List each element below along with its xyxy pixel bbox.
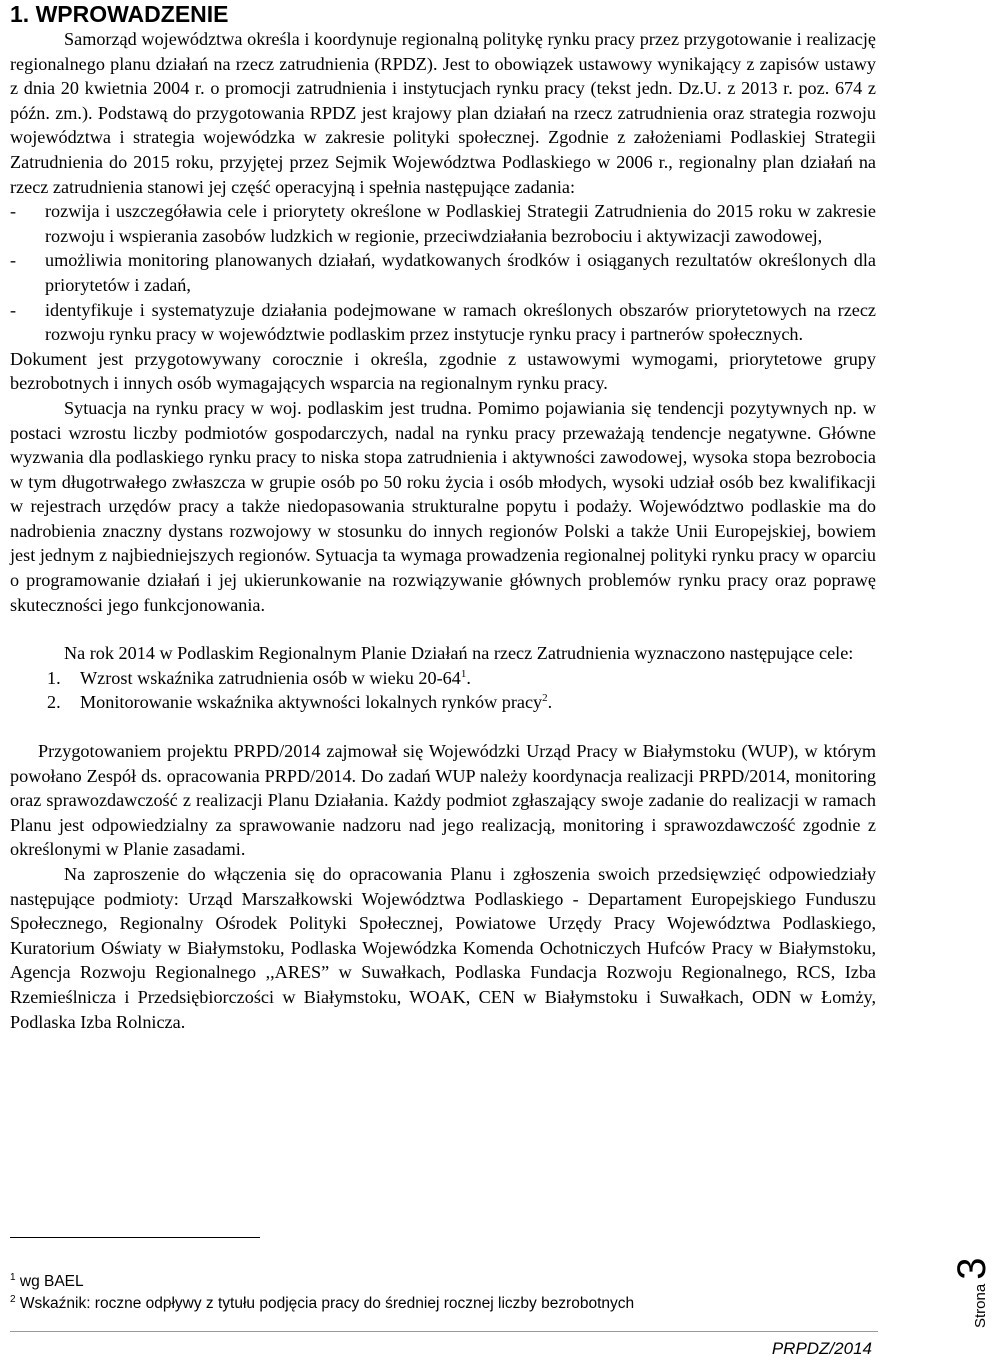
document-paragraph: Dokument jest przygotowywany corocznie i określa, zgodnie z ustawowymi wymogami, priorytetowe grupy bezrobotnych i innych osób wymagających wsparcia na regionalnym rynku pracy. <box>10 348 876 394</box>
page-number: 3 <box>950 1257 994 1280</box>
footnote-ref: 1 <box>460 667 467 680</box>
goals-intro-paragraph: Na rok 2014 w Podlaskim Regionalnym Planie Działań na rzecz Zatrudnienia wyznaczono następujące cele: <box>64 643 854 664</box>
goal-text: Monitorowanie wskaźnika aktywności lokalnych rynków pracy <box>80 692 543 713</box>
footnote-number: 2 <box>10 1293 16 1305</box>
page-label: Strona <box>972 1283 989 1328</box>
list-item <box>10 666 876 691</box>
list-item <box>10 690 876 715</box>
page-number-sidebar <box>920 1200 994 1340</box>
footnote-number: 1 <box>10 1271 16 1283</box>
footnote <box>10 1293 870 1315</box>
footnotes <box>10 1271 870 1315</box>
footnote <box>10 1271 870 1293</box>
wup-paragraph: Przygotowaniem projektu PRPD/2014 zajmował się Wojewódzki Urząd Pracy w Białymstoku (WUP), w którym powołano Zespół ds. opracowania PRPD/2014. Do zadań WUP należy koordynacja realizacji PRPD/2014, monitoring oraz sprawozdawczość z realizacji Planu Działania. Każdy podmiot zgłaszający swoje zadanie do realizacji w ramach Planu jest odpowiedzialny za sprawowanie nadzoru nad jego realizacją, monitoring i sprawozdawczość zgodnie z określonymi w Planie zasadami. <box>10 741 876 860</box>
intro-paragraph: Samorząd województwa określa i koordynuje regionalną politykę rynku pracy przez przygotowanie i realizację regionalnego planu działań na rzecz zatrudnienia (RPDZ). Jest to obowiązek ustawowy wynikający z zapisów ustawy z dnia 20 kwietnia 2004 r. o promocji zatrudnienia i instytucjach rynku pracy (tekst jedn. Dz.U. z 2013 r. poz. 674 z późn. zm.). Podstawą do przygotowania RPDZ jest krajowy plan działań na rzecz zatrudnienia oraz strategia rozwoju województwa i strategia wojewódzka w zakresie polityki społecznej. Zgodnie z założeniami Podlaskiej Strategii Zatrudnienia do 2015 roku, przyjętej przez Sejmik Województwa Podlaskiego w 2006 r., regionalny plan działań na rzecz zatrudnienia stanowi jej część operacyjną i spełnia następujące zadania: <box>10 29 876 197</box>
tasks-list <box>10 199 876 347</box>
footnote-text: wg BAEL <box>19 1273 84 1290</box>
goal-end: . <box>547 692 553 713</box>
footnote-ref: 2 <box>542 692 548 705</box>
list-item: - rozwija i uszczegóławia cele i priorytety określone w Podlaskiej Strategii Zatrudnienia do 2015 roku w zakresie rozwoju i wspierania zasobów ludzkich w regionie, przeciwdziałania bezrobociu i aktywizacji zawodowej, <box>10 199 876 248</box>
section-heading: 1. WPROWADZENIE <box>10 1 229 27</box>
footer-divider <box>10 1331 878 1332</box>
footnote-text: Wskaźnik: roczne odpływy z tytułu podjęcia pracy do średniej rocznej liczby bezrobotnych <box>19 1295 635 1312</box>
footer-document-id: PRPDZ/2014 <box>771 1339 872 1358</box>
list-item: - umożliwia monitoring planowanych działań, wydatkowanych środków i osiąganych rezultatów określonych dla priorytetów i zadań, <box>10 248 876 297</box>
goal-text: Wzrost wskaźnika zatrudnienia osób w wieku 20-64 <box>80 667 461 688</box>
goals-list <box>10 666 876 715</box>
footnote-divider <box>10 1237 260 1238</box>
goal-end: . <box>466 667 471 688</box>
document-page <box>10 0 876 1034</box>
goal-number: 2. <box>47 692 61 713</box>
list-item: - identyfikuje i systematyzuje działania podejmowane w ramach określonych obszarów priorytetowych na rzecz rozwoju rynku pracy w województwie podlaskim przez instytucje rynku pracy i partnerów społecznych. <box>10 298 876 347</box>
partners-paragraph: Na zaproszenie do włączenia się do opracowania Planu i zgłoszenia swoich przedsięwzięć odpowiedziały następujące podmioty: Urząd Marszałkowski Województwa Podlaskiego - Departament Europejskiego Funduszu Społecznego, Regionalny Ośrodek Polityki Społecznej, Powiatowe Urzędy Pracy Województwa Podlaskiego, Kuratorium Oświaty w Białymstoku, Podlaska Wojewódzka Komenda Ochotniczych Hufców Pracy w Białymstoku, Agencja Rozwoju Regionalnego ,,ARES” w Suwałkach, Podlaska Fundacja Rozwoju Regionalnego, RCS, Izba Rzemieślnicza i Przedsiębiorczości w Białymstoku, WOAK, CEN w Białymstoku i Suwałkach, ODN w Łomży, Podlaska Izba Rolnicza. <box>10 864 876 1032</box>
goal-number: 1. <box>47 667 61 688</box>
labor-market-paragraph: Sytuacja na rynku pracy w woj. podlaskim jest trudna. Pomimo pojawiania się tendencji pozytywnych np. w postaci wzrostu liczby podmiotów gospodarczych, nadal na rynku pracy przeważają tendencje negatywne. Główne wyzwania dla podlaskiego rynku pracy to niska stopa zatrudnienia i aktywności zawodowej, wysoka stopa bezrobocia w tym długotrwałego zwłaszcza w grupie osób po 50 roku życia i osób młodych, wysoki udział osób bez kwalifikacji w rejestrach urzędów pracy a także niedopasowania strukturalne popytu i podaży. Województwo podlaskie ma do nadrobienia znaczny dystans rozwojowy w stosunku do innych regionów Polski a także Unii Europejskiej, bowiem jest jednym z najbiedniejszych regionów. Sytuacja ta wymaga prowadzenia regionalnej polityki rynku pracy w oparciu o programowanie działań i jej ukierunkowanie na rozwiązywanie głównych problemów rynku pracy oraz poprawę skuteczności jego funkcjonowania. <box>10 397 876 615</box>
